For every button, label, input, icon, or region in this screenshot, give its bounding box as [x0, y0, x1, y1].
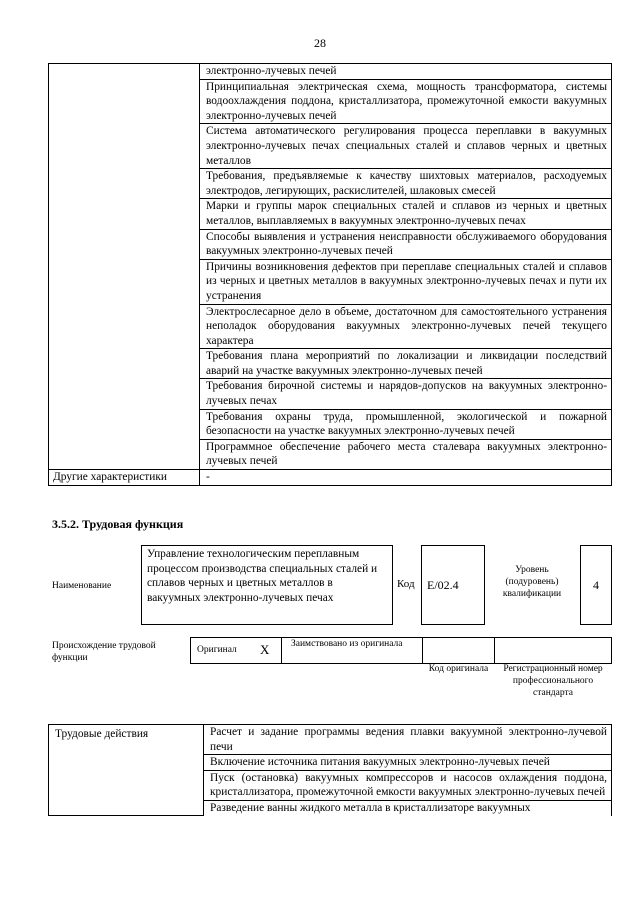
other-characteristics-value: - [200, 470, 612, 486]
knowledge-row: Марки и группы марок специальных сталей и сплавов из черных и цветных металлов, выплавляемых в вакуумных электронно-лучевых печах [200, 199, 612, 229]
original-label: Оригинал [197, 645, 237, 655]
code-value: E/02.4 [421, 545, 485, 625]
knowledge-row: Требования плана мероприятий по локализации и ликвидации последствий аварий на участке вакуумных электронно-лучевых печей [200, 349, 612, 379]
reg-number-box [494, 637, 612, 664]
page-number: 28 [314, 36, 326, 50]
code-original-label: Код оригинала [428, 664, 489, 674]
name-label: Наименование [52, 581, 112, 591]
labor-actions-table [48, 724, 612, 816]
qualification-level-label: Уровень (подуровень) квалификации [502, 565, 562, 599]
knowledge-label-cell [49, 64, 200, 470]
knowledge-row: Причины возникновения дефектов при переплаве специальных сталей и сплавов из черных и цветных металлов в вакуумных электронно-лучевых печах и пути их устранения [200, 259, 612, 304]
knowledge-row: Принципиальная электрическая схема, мощность трансформатора, системы водоохлаждения поддона, кристаллизатора, промежуточной емкости вакуумных электронно-лучевых печей [200, 79, 612, 124]
borrowed-box: Заимствовано из оригинала [281, 637, 423, 664]
knowledge-row: Требования, предъявляемые к качеству шихтовых материалов, расходуемых электродов, легирующих, раскислителей, шлаковых смесей [200, 169, 612, 199]
original-mark: X [260, 642, 270, 657]
other-characteristics-label: Другие характеристики [49, 470, 200, 486]
original-box [190, 637, 282, 664]
qualification-level-value: 4 [580, 545, 612, 625]
code-original-box [422, 637, 495, 664]
reg-number-label: Регистрационный номер профессионального стандарта [503, 664, 603, 698]
code-label: Код [397, 578, 415, 590]
knowledge-row: электронно-лучевых печей [200, 64, 612, 80]
knowledge-row: Электрослесарное дело в объеме, достаточном для самостоятельного устранения неполадок оборудования вакуумных электронно-лучевых печей текущего характера [200, 304, 612, 349]
knowledge-row: Система автоматического регулирования процесса переплавки в вакуумных электронно-лучевых печах специальных сталей и сплавов черных и цветных металлов [200, 124, 612, 169]
section-title: 3.5.2. Трудовая функция [52, 517, 184, 531]
knowledge-row: Программное обеспечение рабочего места сталевара вакуумных электронно-лучевых печей [200, 439, 612, 469]
labor-actions-label: Трудовые действия [49, 725, 204, 816]
labor-action-row: Включение источника питания вакуумных электронно-лучевых печей [204, 755, 612, 771]
labor-action-row: Пуск (остановка) вакуумных компрессоров и насосов охлаждения поддона, кристаллизатора, промежуточной емкости вакуумных электронно-лучевых печей [204, 770, 612, 800]
knowledge-row: Требования бирочной системы и нарядов-допусков на вакуумных электронно-лучевых печах [200, 379, 612, 409]
name-value: Управление технологическим переплавным процессом производства специальных сталей и сплавов черных и цветных металлов в вакуумных электронно-лучевых печах [141, 545, 393, 625]
origin-label: Происхождение трудовой функции [52, 641, 156, 663]
knowledge-row: Способы выявления и устранения неисправности обслуживаемого оборудования вакуумных электронно-лучевых печей [200, 229, 612, 259]
labor-action-row: Расчет и задание программы ведения плавки вакуумной электронно-лучевой печи [204, 725, 612, 755]
knowledge-table [48, 63, 612, 486]
labor-action-row: Разведение ванны жидкого металла в кристаллизаторе вакуумных [204, 800, 612, 815]
knowledge-row: Требования охраны труда, промышленной, экологической и пожарной безопасности на участке вакуумных электронно-лучевых печей [200, 409, 612, 439]
